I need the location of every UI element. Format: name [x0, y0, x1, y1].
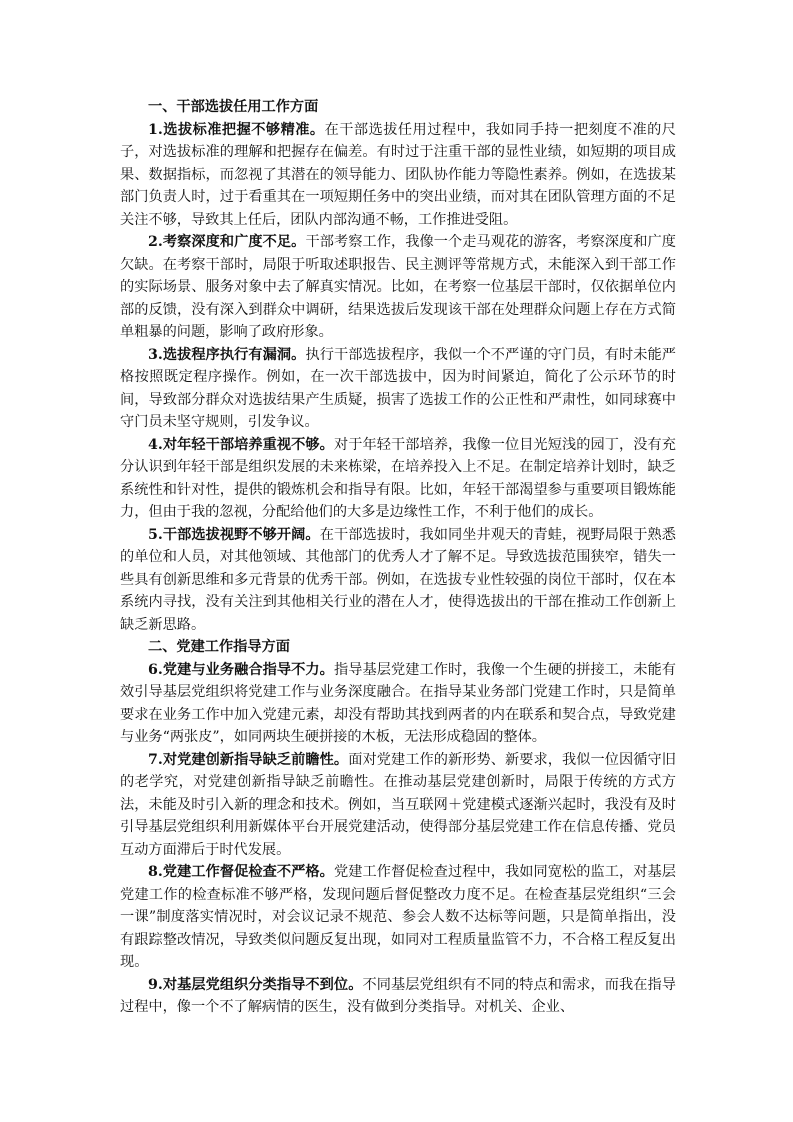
paragraph-lead: 4.对年轻干部培养重视不够。 — [148, 436, 334, 453]
paragraph-body: 对于年轻干部培养，我像一位目光短浅的园丁，没有充分认识到年轻干部是组织发展的未来栋梁，在培养投入上不足。在制定培养计划时，缺乏系统性和针对性，提供的锻炼机会和指导有限。比如，年轻干部渴望参与重要项目锻炼能力，但由于我的忽视，分配给他们的大多是边缘性工作，不利于他们的成长。 — [120, 436, 676, 520]
paragraph — [120, 231, 676, 344]
paragraph — [120, 524, 676, 637]
paragraph — [120, 434, 676, 524]
paragraph-body: 在干部选拔任用过程中，我如同手持一把刻度不准的尺子，对选拔标准的理解和把握存在偏差。有时过于注重干部的显性业绩，如短期的项目成果、数据指标，而忽视了其潜在的领导能力、团队协作能力等隐性素养。例如，在选拔某部门负责人时，过于看重其在一项短期任务中的突出业绩，而对其在团队管理方面的不足关注不够，导致其上任后，团队内部沟通不畅，工作推进受阻。 — [120, 121, 676, 228]
paragraph — [120, 749, 676, 862]
paragraph — [120, 119, 676, 232]
section-heading: 一、干部选拔任用工作方面 — [148, 99, 319, 115]
paragraph — [120, 344, 676, 434]
paragraph-lead: 6.党建与业务融合指导不力。 — [148, 661, 334, 678]
paragraph-body: 党建工作督促检查过程中，我如同宽松的监工，对基层党建工作的检查标准不够严格，发现问题后督促整改力度不足。在检查基层党组织“三会一课”制度落实情况时，对会议记录不规范、参会人数不达标等问题，只是简单指出，没有跟踪整改情况，导致类似问题反复出现，如同对工程质量监管不力，不合格工程反复出现。 — [120, 864, 676, 970]
paragraph-body: 不同基层党组织有不同的特点和需求，而我在指导过程中，像一个不了解病情的医生，没有做到分类指导。对机关、企业、 — [120, 976, 676, 1015]
document-page — [120, 96, 676, 1019]
section-heading: 二、党建工作指导方面 — [148, 639, 290, 655]
paragraph — [120, 861, 676, 974]
paragraph-lead: 9.对基层党组织分类指导不到位。 — [148, 976, 363, 993]
paragraph-lead: 3.选拔程序执行有漏洞。 — [148, 346, 306, 363]
paragraph-body: 指导基层党建工作时，我像一个生硬的拼接工，未能有效引导基层党组织将党建工作与业务深度融合。在指导某业务部门党建工作时，只是简单要求在业务工作中加入党建元素，却没有帮助其找到两者的内在联系和契合点，导致党建与业务“两张皮”，如同两块生硬拼接的木板，无法形成稳固的整体。 — [120, 661, 676, 745]
paragraph-lead: 1.选拔标准把握不够精准。 — [148, 121, 325, 138]
paragraph — [120, 974, 676, 1019]
paragraph-lead: 5.干部选拔视野不够开阔。 — [148, 526, 320, 543]
paragraph-body: 执行干部选拔程序，我似一个不严谨的守门员，有时未能严格按照既定程序操作。例如，在一次干部选拔中，因为时间紧迫，简化了公示环节的时间，导致部分群众对选拔结果产生质疑，损害了选拔工作的公正性和严肃性，如同球赛中守门员未坚守规则，引发争议。 — [120, 346, 676, 430]
paragraph — [120, 659, 676, 749]
paragraph-lead: 8.党建工作督促检查不严格。 — [148, 864, 334, 880]
paragraph-lead: 2.考察深度和广度不足。 — [148, 234, 306, 250]
paragraph-body: 面对党建工作的新形势、新要求，我似一位因循守旧的老学究，对党建创新指导缺乏前瞻性。在推动基层党建创新时，局限于传统的方式方法，未能及时引入新的理念和技术。例如，当互联网＋党建模式逐渐兴起时，我没有及时引导基层党组织利用新媒体平台开展党建活动，使得部分基层党建工作在信息传播、党员互动方面滞后于时代发展。 — [120, 751, 676, 858]
paragraph-body: 在干部选拔时，我如同坐井观天的青蛙，视野局限于熟悉的单位和人员，对其他领域、其他部门的优秀人才了解不足。导致选拔范围狭窄，错失一些具有创新思维和多元背景的优秀干部。例如，在选拔专业性较强的岗位干部时，仅在本系统内寻找，没有关注到其他相关行业的潜在人才，使得选拔出的干部在推动工作创新上缺乏新思路。 — [120, 526, 676, 633]
paragraph-body: 干部考察工作，我像一个走马观花的游客，考察深度和广度欠缺。在考察干部时，局限于听取述职报告、民主测评等常规方式，未能深入到干部工作的实际场景、服务对象中去了解真实情况。比如，在考察一位基层干部时，仅依据单位内部的反馈，没有深入到群众中调研，结果选拔后发现该干部在处理群众问题上存在方式简单粗暴的问题，影响了政府形象。 — [120, 234, 676, 340]
paragraph-lead: 7.对党建创新指导缺乏前瞻性。 — [148, 751, 349, 768]
